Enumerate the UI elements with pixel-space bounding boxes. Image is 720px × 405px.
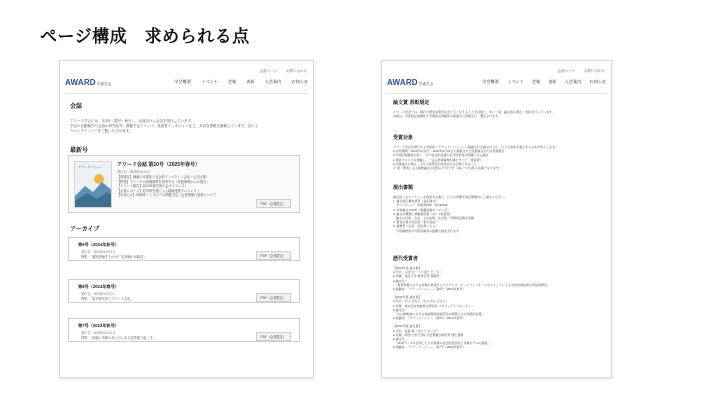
nav-membership[interactable]: 入会案内 bbox=[264, 79, 282, 84]
utility-links bbox=[550, 69, 605, 74]
site-logo[interactable]: AWARD学術学会 bbox=[65, 77, 112, 87]
site-header bbox=[60, 75, 313, 89]
site-header bbox=[382, 75, 611, 89]
nav-membership[interactable]: 入会案内 bbox=[564, 79, 582, 84]
latest-issue-title[interactable]: アワード会誌 第10号（2025年春号） bbox=[117, 162, 201, 168]
utility-links bbox=[252, 69, 307, 74]
contact-link[interactable]: お問い合わせ bbox=[286, 69, 307, 73]
journal-page-mockup bbox=[59, 60, 314, 378]
latest-heading: 最新号 bbox=[70, 148, 89, 154]
eligibility-text: アワード学会が発行する学術誌「アワードレビュー」に掲載された論文のうち、以下の条件を満たすものを対象とします。 ● 対象期間：2024年4月1日〜2025年3月31日に掲載された原著論文または実践報告 ● 学術的独創性が高く、かつ社会的意義や応用可能性が明確である論文 ● 査読プロセスを通過し、一定の評価基準を満たすこと（査読済） ● 共著論文の場合、主たる執筆者が本学会の正会員であること ※ 同一著者による複数論文の受賞は不可です。1本につき1件の応募となります。 bbox=[393, 145, 558, 171]
slide-title: ページ構成 求められる点 bbox=[40, 27, 250, 47]
page-title: 会誌 bbox=[70, 104, 83, 110]
latest-issue-contents: 【巻頭言】価値の可視化と社会的インパクト（会長・山田太郎） 【特集】アワードの評価基準を再考する（実践事例からの提言） 【イベント報告】2024年度学術大会ダイジェスト 【会員レポート】若手研究者による地域連携プロジェクト 【お知らせ】2025年シンポジウム開催予定／会員情報の更新について bbox=[117, 175, 217, 198]
latest-issue-date: 発行日：2025年4月1日 bbox=[117, 170, 150, 174]
pdf-button[interactable]: PDF（会員限定） bbox=[256, 251, 292, 260]
archive-heading: アーカイブ bbox=[70, 227, 100, 233]
archive-item[interactable]: 第9号（2024年秋号） 発行日：2024年10月1日 特集：「識別評価するのか？次評価の可能性」 PDF（会員限定） bbox=[68, 237, 300, 261]
documents-text: 論文賞へのエントリーを希望する場合、以下の書類を指定期間内にご提出ください。 1. 論文賞応募申請書（指定様式） ダウンロード：申請書PDF（約150KB） 2. 対象論文のPDF（掲載誌面のコピー可） 3. 論文の概要と貢献説明書（A4・1枚程度） 論文の目的、方法、主な成果、社会的・実務的意義を記載 4. 著者全員の同意書（書式自由） 5. 推薦書（任意・他会員による） ※指導教員や外部有識者の推薦も歓迎されます bbox=[393, 195, 508, 233]
award-page-mockup bbox=[381, 60, 612, 378]
past-winners-heading: 歴代受賞者 bbox=[393, 256, 419, 262]
pdf-button[interactable]: PDF（会員限定） bbox=[256, 199, 292, 208]
header-divider bbox=[387, 93, 606, 94]
latest-issue-card bbox=[68, 155, 300, 213]
contact-link[interactable]: お問い合わせ bbox=[584, 69, 605, 73]
nav-journal[interactable]: 会報 bbox=[531, 79, 541, 84]
main-nav bbox=[174, 79, 308, 85]
past-winners-text: 【2024年度 論文賞】 ● 氏名：山田 太一（やまだ たいち） ● 所属：東京大学 教育学部 准教授 ● 論文名： 「教育現場における評価の再設計とエビデンス：ポートフォリオ・マネジメントによる学校評価改善の実証的研究」 ● 掲載誌：「アワードレビュー」第9号（2024年秋号） 【2023年度 論文賞】 ● 氏名：村上 さなえ（むらかみ さなえ） ● 所属：株式会社地域総合研究所 プロジェクトマネージャー ● 論文名： 「中山間地域における地域資源評価手法の開発とその実践的意義」 ● 掲載誌：「アワードレビュー」第8号（2023年春号） 【2022年度 論文賞】 ● 氏名：佐藤 真（さとう まこと） ● 所属：明治大学大学院 社会情報学研究科 博士課程 ● 論文名： 「SNSデータを活用した公共施策の社会的受容性と評価モデルの提案」 ● 掲載誌：「アワードレビュー」第7号（2022年春号） bbox=[393, 266, 550, 350]
nav-journal[interactable]: 会報 bbox=[227, 79, 237, 84]
nav-about[interactable]: 学会概要 bbox=[174, 79, 192, 84]
journal-cover-image[interactable]: アワードレビュー bbox=[74, 161, 112, 208]
nav-events[interactable]: イベント bbox=[507, 79, 524, 84]
nav-about[interactable]: 学会概要 bbox=[482, 79, 500, 84]
archive-item[interactable]: 第8号（2024年春号） 発行日：2024年4月1日 特集：「若手研究者とアワード文化」 PDF（会員限定） bbox=[68, 279, 300, 303]
nav-awards[interactable]: 表彰 bbox=[548, 79, 557, 84]
archive-item[interactable]: 第7号（2023年秋号） 発行日：2023年10月1日 特集：「評価と実務のあいだにある知を掘り起こす」 PDF（会員限定） bbox=[68, 318, 300, 342]
nav-news[interactable]: お知らせ bbox=[589, 79, 606, 84]
nav-news[interactable]: お知らせ bbox=[291, 79, 308, 84]
award-rules-text: アワード学会では、優れた研究成果を社会に広く伝えることを目的に、年に一度、論文賞の選定・表彰を行っています。 本賞は、学術的な独創性と実務的な貢献性の両面から評価され、選定されます。 bbox=[393, 110, 555, 119]
documents-heading: 提出書類 bbox=[393, 185, 414, 191]
cover-illustration bbox=[75, 162, 112, 208]
main-nav bbox=[482, 79, 606, 85]
site-logo[interactable]: AWARD学術学会 bbox=[387, 77, 434, 87]
member-page-link[interactable]: 会員ページ bbox=[557, 69, 576, 73]
header-divider bbox=[65, 93, 308, 94]
nav-events[interactable]: イベント bbox=[201, 79, 218, 84]
award-rules-heading: 論文賞 表彰規定 bbox=[393, 100, 430, 106]
nav-awards[interactable]: 表彰 bbox=[246, 79, 255, 84]
pdf-button[interactable]: PDF（会員限定） bbox=[256, 332, 292, 341]
application-download-link[interactable]: ダウンロード：申請書PDF（約150KB） bbox=[393, 203, 451, 208]
eligibility-heading: 受賞対象 bbox=[393, 135, 414, 141]
member-page-link[interactable]: 会員ページ bbox=[259, 69, 278, 73]
pdf-button[interactable]: PDF（会員限定） bbox=[256, 293, 292, 302]
intro-text: アワード学会では、年2回（春号・秋号）、会員向けに会誌を発行しています。 学会の活動報告や会員の研究紹介、開催予定イベント、受賞者インタビューなど、多彩な情報を掲載しています。以下よ りバックナンバーをご覧いただけます。 bbox=[70, 119, 259, 133]
